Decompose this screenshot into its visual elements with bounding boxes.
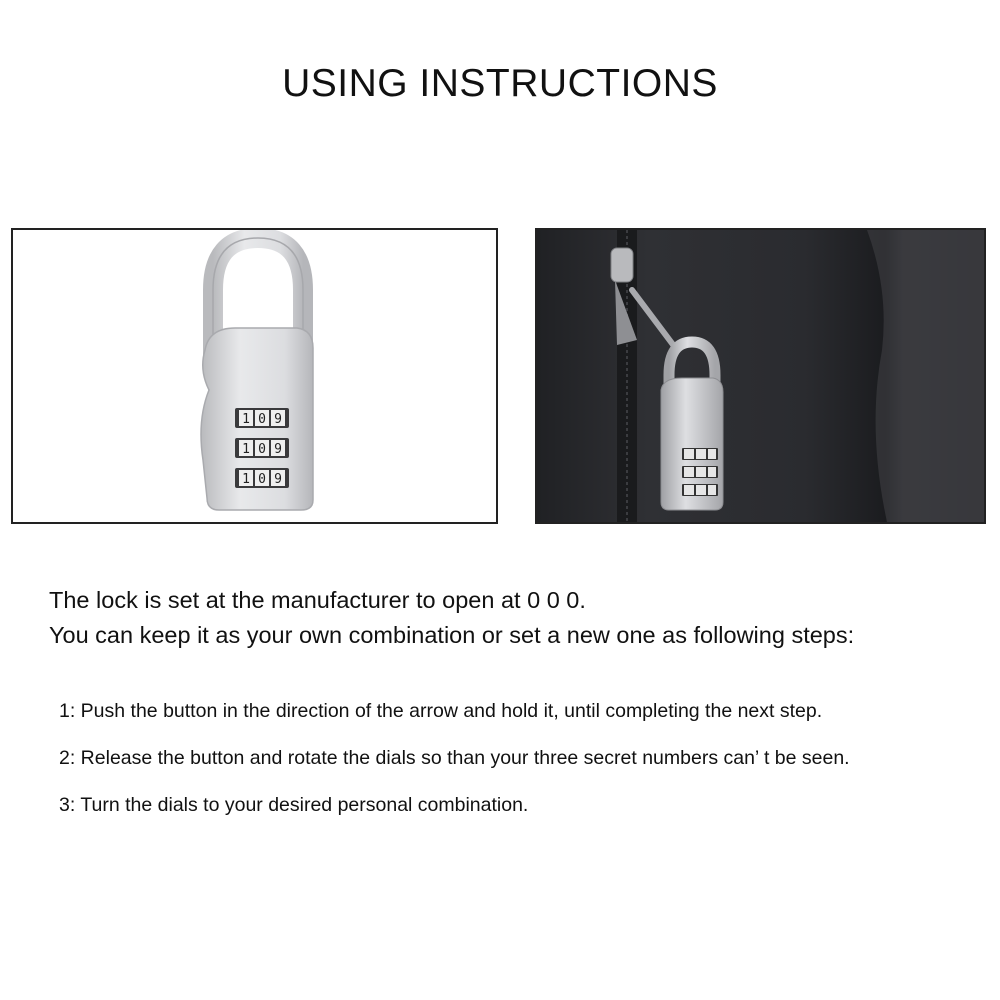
dial-digit: 9	[274, 412, 282, 427]
dial-digit: 0	[258, 442, 266, 457]
dial-digit: 1	[242, 412, 250, 427]
step-3: 3: Turn the dials to your desired personal combination.	[59, 794, 529, 816]
padlock-icon	[13, 230, 496, 522]
steps-list	[59, 700, 994, 841]
dial-digit: 9	[274, 472, 282, 487]
bag-zipper-icon	[537, 230, 984, 522]
intro-line-1: The lock is set at the manufacturer to open at 0 0 0.	[49, 587, 586, 613]
dial-digit: 9	[274, 442, 282, 457]
intro-line-2: You can keep it as your own combination or set a new one as following steps:	[49, 622, 855, 648]
dial-digit: 1	[242, 472, 250, 487]
padlock-on-bag-photo	[535, 228, 986, 524]
page-title: USING INSTRUCTIONS	[282, 62, 718, 105]
step-1: 1: Push the button in the direction of the arrow and hold it, until completing the next step.	[59, 700, 823, 722]
dial-digit: 0	[258, 472, 266, 487]
step-2: 2: Release the button and rotate the dials so than your three secret numbers can’ t be seen.	[59, 747, 850, 769]
padlock-photo	[11, 228, 498, 524]
intro-text	[49, 583, 989, 653]
dial-digit: 0	[258, 412, 266, 427]
dial-digit: 1	[242, 442, 250, 457]
